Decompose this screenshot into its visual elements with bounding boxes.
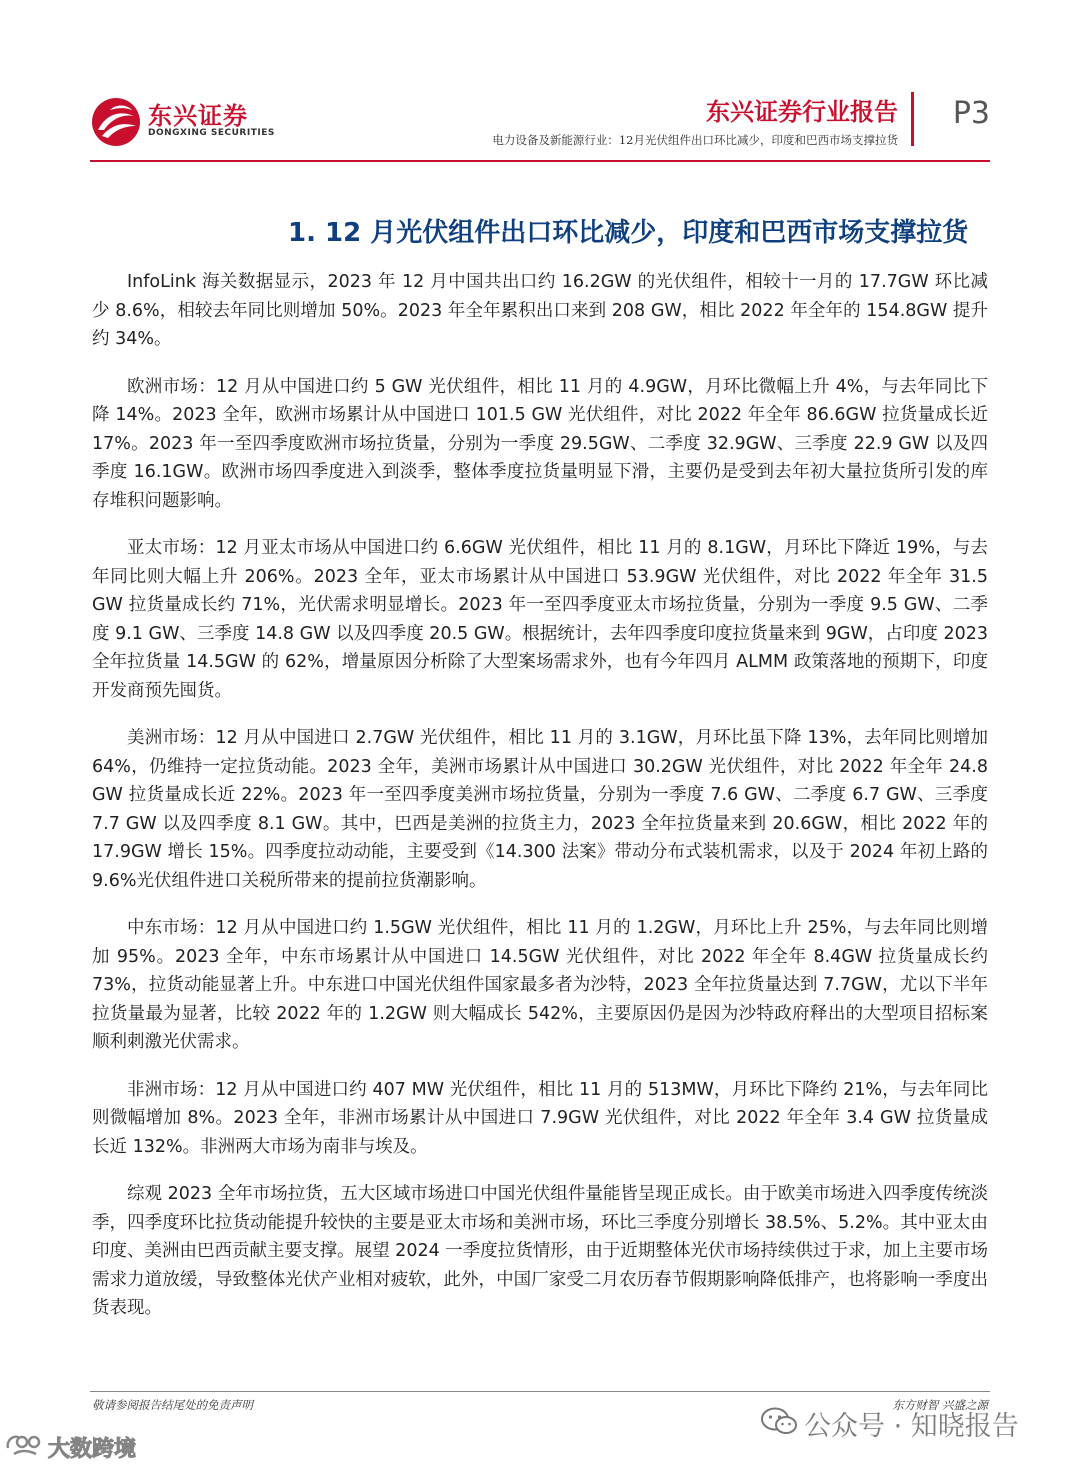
paragraph-africa: 非洲市场：12 月从中国进口约 407 MW 光伏组件，相比 11 月的 513MW，月环比下降约 21%，与去年同比则微幅增加 8%。2023 全年，非洲市场累计从中国进口 7.9GW 光伏组件，对比 2022 年全年 3.4 GW 拉货量成长近 132%。非洲两大市场为南非与埃及。	[92, 1079, 988, 1157]
watermark-account-text: 公众号 · 知晓报告	[804, 1411, 1019, 1442]
company-logo	[90, 92, 275, 152]
paragraph-americas: 美洲市场：12 月从中国进口 2.7GW 光伏组件，相比 11 月的 3.1GW，月环比虽下降 13%，去年同比则增加 64%，仍维持一定拉货动能。2023 全年，美洲市场累计从中国进口 30.2GW 光伏组件，对比 2022 年全年 24.8 GW 拉货量成长近 22%。2023 年一至四季度美洲市场拉货量，分别为一季度 7.6 GW、二季度 6.7 GW、三季度 7.7 GW 以及四季度 8.1 GW。其中，巴西是美洲的拉货主力，2023 全年拉货量来到 20.6GW，相比 2022 年的 17.9GW 增长 15%。四季度拉动动能，主要受到《14.300 法案》带动分布式装机需求，以及于 2024 年初上路的 9.6%光伏组件进口关税所带来的提前拉货潮影响。	[92, 728, 988, 891]
report-subtitle: 电力设备及新能源行业：12月光伏组件出口环比减少，印度和巴西市场支撑拉货	[492, 133, 898, 147]
footer-slogan: 东方财智 兴盛之源	[892, 1398, 988, 1412]
footer-disclaimer: 敬请参阅报告结尾处的免责声明	[92, 1398, 253, 1412]
paragraph-overview: InfoLink 海关数据显示，2023 年 12 月中国共出口约 16.2GW 的光伏组件，相较十一月的 17.7GW 环比减少 8.6%，相较去年同比则增加 50%。2023 年全年累积出口来到 208 GW，相比 2022 年全年的 154.8GW 提升约 34%。	[92, 272, 988, 349]
footer-rule	[90, 1391, 990, 1392]
body-text	[92, 268, 988, 1342]
dongxing-logo-icon	[90, 96, 142, 148]
report-title: 东兴证券行业报告	[706, 98, 898, 126]
watermark-brand-text: 大数跨境	[48, 1437, 137, 1462]
header-rule	[90, 160, 990, 162]
link-watermark-icon	[4, 1430, 44, 1460]
header-divider	[911, 92, 914, 146]
paragraph-summary: 综观 2023 全年市场拉货，五大区域市场进口中国光伏组件量能皆呈现正成长。由于欧美市场进入四季度传统淡季，四季度环比拉货动能提升较快的主要是亚太市场和美洲市场，环比三季度分别增长 38.5%、5.2%。其中亚太由印度、美洲由巴西贡献主要支撑。展望 2024 一季度拉货情形，由于近期整体光伏市场持续供过于求，加上主要市场需求力道放缓，导致整体光伏产业相对疲软，此外，中国厂家受二月农历春节假期影响降低排产，也将影响一季度出货表现。	[92, 1184, 988, 1318]
logo-chinese-name: 东兴证券	[148, 102, 248, 130]
wechat-icon	[760, 1406, 798, 1436]
section-title: 1. 12 月光伏组件出口环比减少，印度和巴西市场支撑拉货	[288, 218, 969, 248]
page-header	[90, 92, 990, 162]
paragraph-asia-pacific: 亚太市场：12 月亚太市场从中国进口约 6.6GW 光伏组件，相比 11 月的 8.1GW，月环比下降近 19%，与去年同比则大幅上升 206%。2023 全年，亚太市场累计从中国进口 53.9GW 光伏组件，对比 2022 年全年 31.5 GW 拉货量成长约 71%，光伏需求明显增长。2023 年一至四季度亚太市场拉货量，分别为一季度 9.5 GW、二季度 9.1 GW、三季度 14.8 GW 以及四季度 20.5 GW。根据统计，去年四季度印度拉货量来到 9GW，占印度 2023 全年拉货量 14.5GW 的 62%，增量原因分析除了大型案场需求外，也有今年四月 ALMM 政策落地的预期下，印度开发商预先囤货。	[92, 538, 988, 701]
page-number: P3	[952, 96, 990, 131]
logo-english-name: DONGXING SECURITIES	[148, 128, 275, 138]
paragraph-europe: 欧洲市场：12 月从中国进口约 5 GW 光伏组件，相比 11 月的 4.9GW，月环比微幅上升 4%，与去年同比下降 14%。2023 全年，欧洲市场累计从中国进口 101.5 GW 光伏组件，对比 2022 年全年 86.6GW 拉货量成长近 17%。2023 年一至四季度欧洲市场拉货量，分别为一季度 29.5GW、二季度 32.9GW、三季度 22.9 GW 以及四季度 16.1GW。欧洲市场四季度进入到淡季，整体季度拉货量明显下滑，主要仍是受到去年初大量拉货所引发的库存堆积问题影响。	[92, 376, 988, 511]
paragraph-middle-east: 中东市场：12 月从中国进口约 1.5GW 光伏组件，相比 11 月的 1.2GW，月环比上升 25%，与去年同比则增加 95%。2023 全年，中东市场累计从中国进口 14.5GW 光伏组件，对比 2022 年全年 8.4GW 拉货量成长约 73%，拉货动能显著上升。中东进口中国光伏组件国家最多者为沙特，2023 全年拉货量达到 7.7GW，尤以下半年拉货量最为显著，比较 2022 年的 1.2GW 则大幅成长 542%，主要原因仍是因为沙特政府释出的大型项目招标案顺利刺激光伏需求。	[92, 918, 988, 1052]
